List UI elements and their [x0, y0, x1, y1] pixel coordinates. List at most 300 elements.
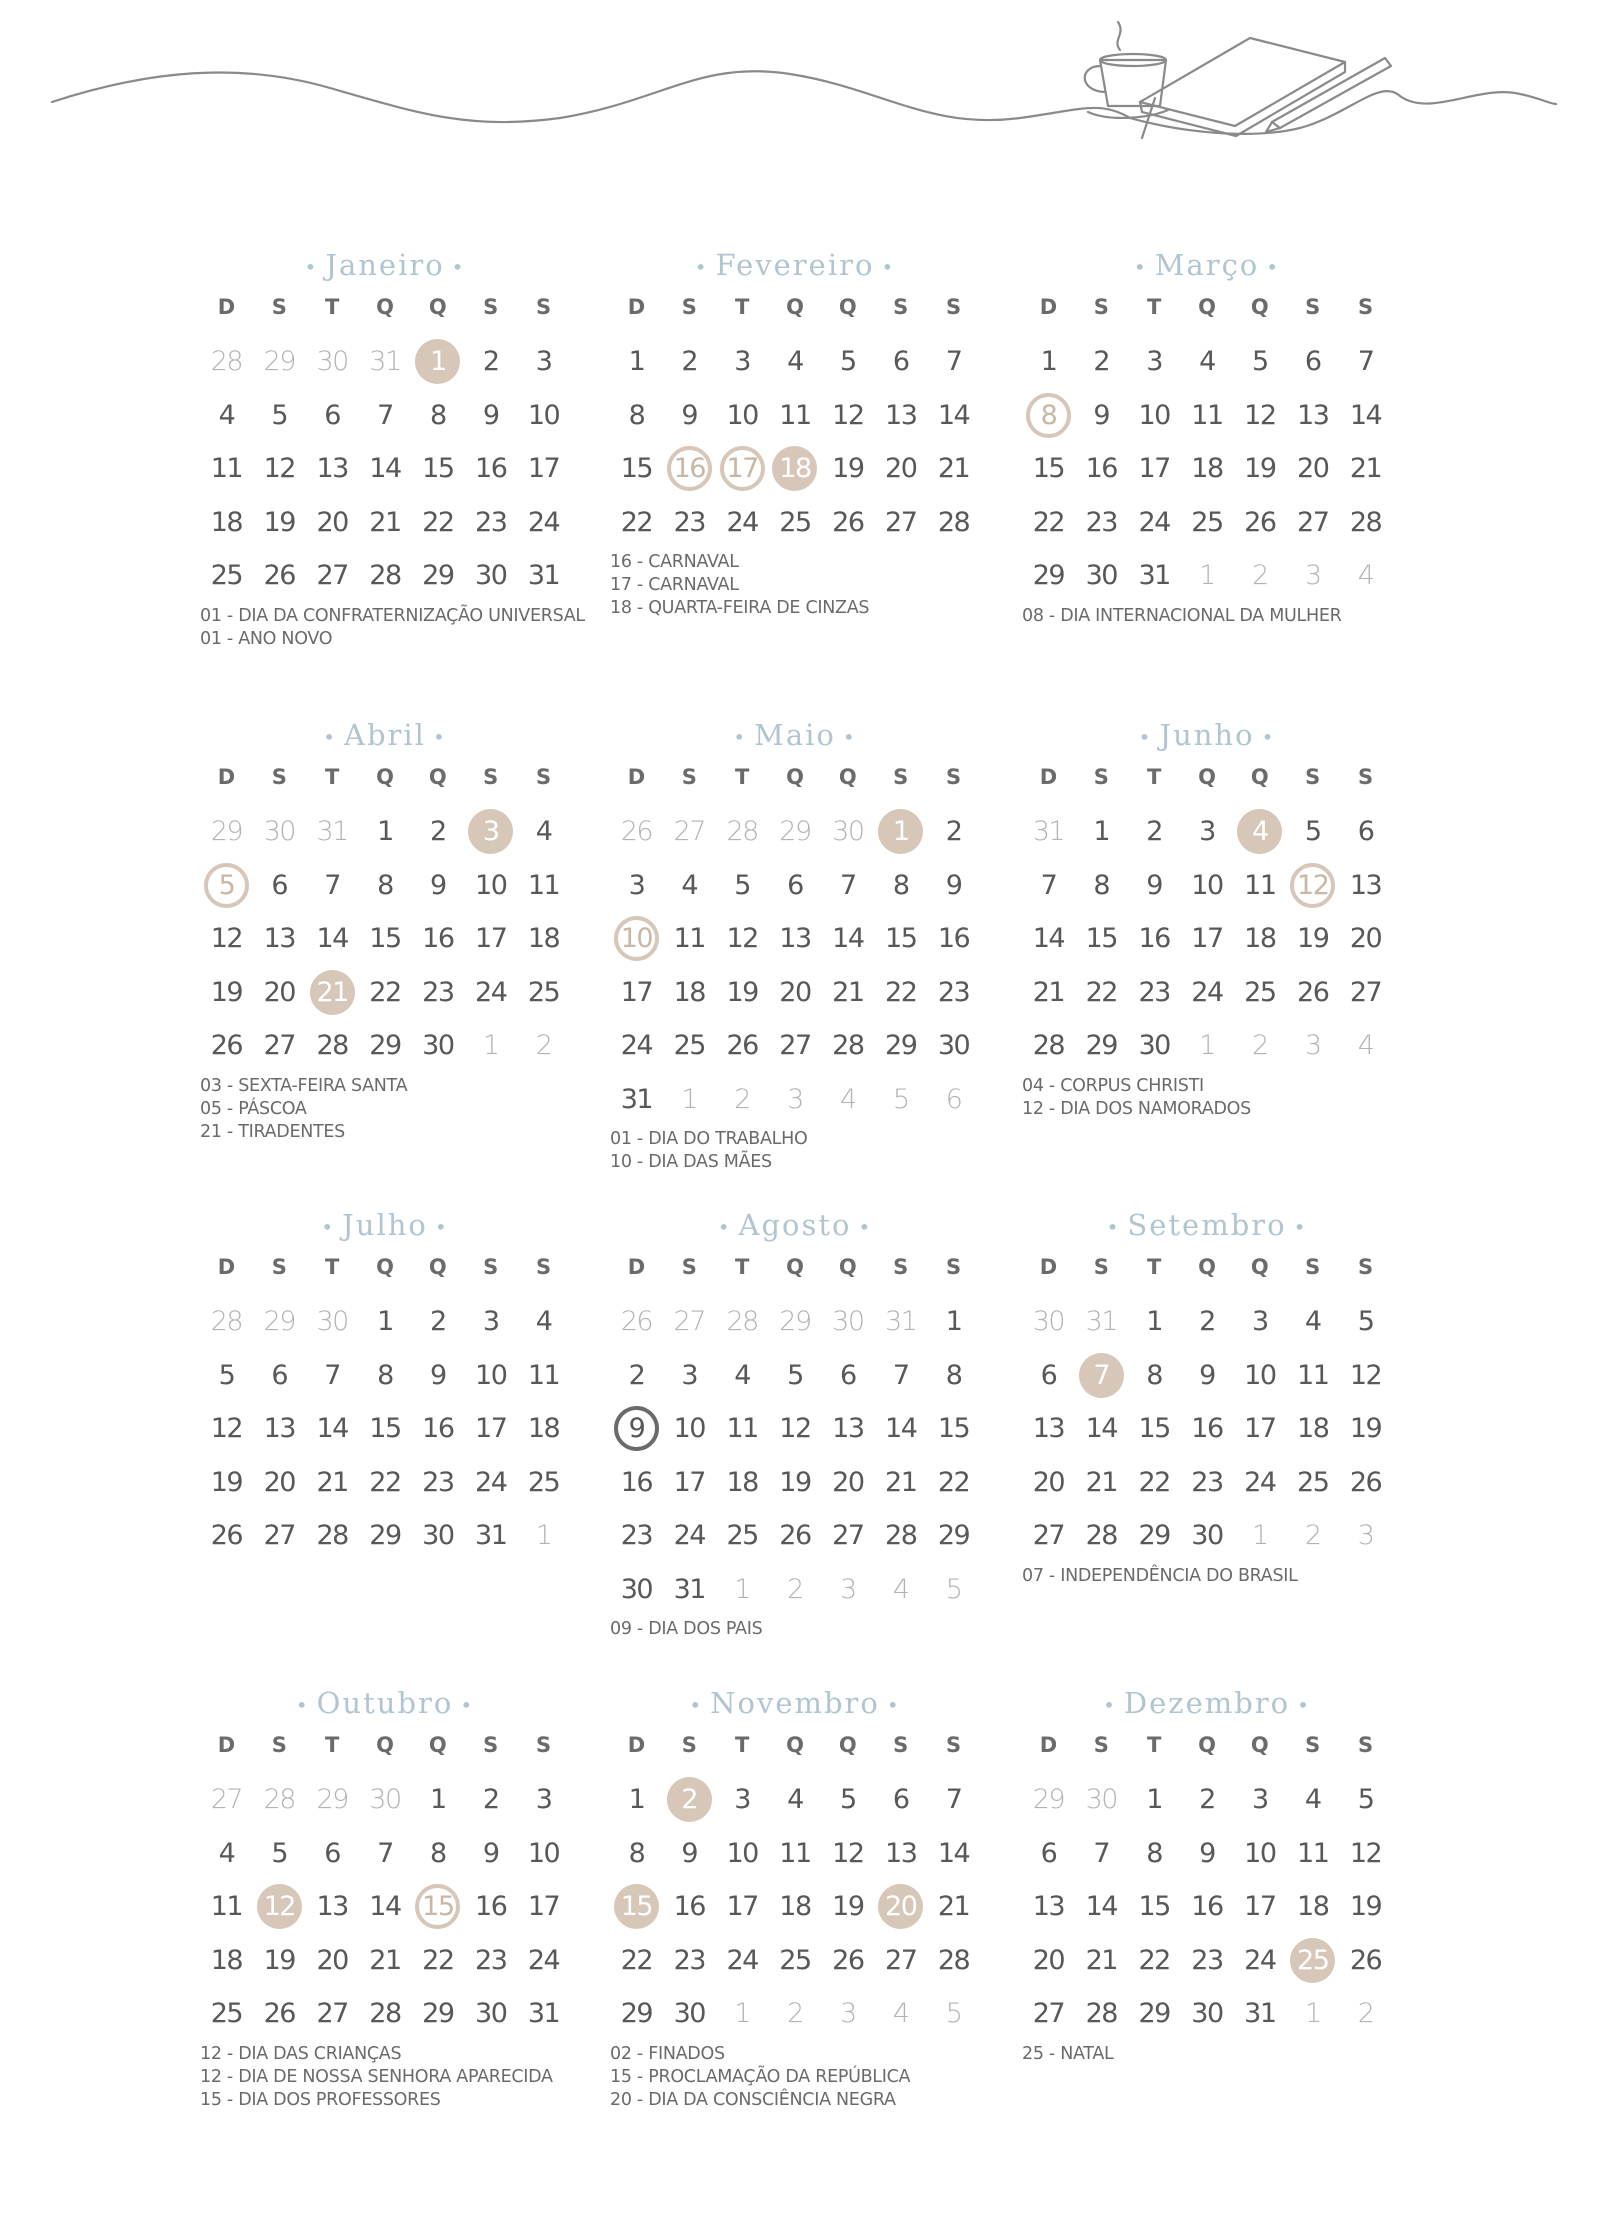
day-cell [610, 1563, 663, 1617]
day-number: 31 [885, 1306, 917, 1338]
day-cell [1128, 859, 1181, 913]
day-cell [716, 1019, 769, 1073]
weekday-header [610, 1725, 980, 1765]
day-number: 23 [1191, 1944, 1223, 1976]
day-number: 28 [937, 1944, 970, 1976]
day-number: 6 [892, 346, 909, 378]
day-number: 3 [535, 346, 552, 378]
day-cell [663, 496, 716, 550]
holiday-notes [610, 2043, 980, 2112]
day-number: 7 [1040, 869, 1057, 901]
holiday-notes [200, 2043, 570, 2112]
holiday-day [610, 1402, 663, 1456]
adjacent-month-day [306, 1773, 359, 1827]
day-number: 30 [475, 560, 507, 592]
day-cell [769, 1456, 822, 1510]
holiday-notes [1022, 1565, 1392, 1588]
day-number: 23 [1191, 1466, 1223, 1498]
day-cell [1233, 912, 1286, 966]
day-number: 17 [1191, 923, 1223, 955]
day-number: 30 [673, 1998, 705, 2030]
month-title [1022, 1683, 1392, 1723]
day-number: 30 [832, 816, 864, 848]
day-number: 30 [316, 1306, 348, 1338]
day-cell [253, 966, 306, 1020]
day-number: 1 [415, 339, 460, 384]
day-cell [1339, 1827, 1392, 1881]
day-cell [1339, 389, 1392, 443]
day-cell [927, 859, 980, 913]
day-number: 26 [620, 1306, 653, 1338]
day-number: 2 [667, 1777, 712, 1822]
month-name: Agosto [738, 1208, 852, 1242]
day-number: 9 [430, 869, 446, 901]
day-number: 25 [1191, 506, 1223, 538]
day-number: 16 [475, 453, 507, 485]
day-cell [1075, 1880, 1128, 1934]
weekday-label: Q [1198, 295, 1216, 319]
day-cell [1075, 1509, 1128, 1563]
day-cell [359, 1349, 412, 1403]
day-cell [821, 389, 874, 443]
day-number: 7 [945, 1784, 962, 1816]
bullet-icon: • [694, 255, 709, 279]
day-cell [821, 1019, 874, 1073]
day-cell [306, 442, 359, 496]
day-cell [769, 1349, 822, 1403]
day-number: 21 [316, 1466, 348, 1498]
day-cell [464, 442, 517, 496]
weekday-label: Q [376, 765, 394, 789]
day-number: 29 [1032, 1784, 1065, 1816]
day-number: 22 [1085, 976, 1117, 1008]
weekday-header [200, 757, 570, 797]
day-number: 6 [840, 1359, 856, 1391]
weekday-header [1022, 287, 1392, 327]
day-number: 31 [1138, 560, 1170, 592]
day-number: 7 [840, 869, 856, 901]
month-block [200, 245, 585, 651]
day-cell [821, 1934, 874, 1988]
bullet-icon: • [295, 1693, 310, 1717]
holiday-day [874, 805, 927, 859]
day-cell [253, 442, 306, 496]
day-number: 11 [1244, 869, 1276, 901]
weekday-label: Q [376, 1733, 394, 1757]
day-number: 8 [945, 1359, 962, 1391]
day-number: 18 [1191, 453, 1223, 485]
day-cell [1181, 859, 1234, 913]
day-number: 2 [1304, 1520, 1321, 1552]
day-number: 21 [310, 970, 355, 1015]
adjacent-month-day [1181, 1019, 1234, 1073]
day-number: 9 [1146, 869, 1162, 901]
day-cell [1233, 1402, 1286, 1456]
month-block [1022, 1683, 1392, 2066]
day-cell [1233, 1349, 1286, 1403]
day-cell [663, 1934, 716, 1988]
weekday-label: S [536, 765, 552, 789]
day-cell [769, 1880, 822, 1934]
day-cell [411, 1456, 464, 1510]
day-cell [821, 859, 874, 913]
day-cell [716, 966, 769, 1020]
day-cell [1128, 805, 1181, 859]
day-cell [1075, 966, 1128, 1020]
weekday-label: S [681, 1733, 697, 1757]
adjacent-month-day [517, 1019, 570, 1073]
weekday-label: D [627, 765, 646, 789]
adjacent-month-day [359, 1773, 412, 1827]
day-cell [1075, 496, 1128, 550]
day-number: 26 [620, 816, 653, 848]
day-number: 3 [1304, 560, 1321, 592]
day-number: 24 [620, 1030, 653, 1062]
weekday-header [610, 287, 980, 327]
weekday-label: S [536, 295, 552, 319]
day-cell [253, 549, 306, 603]
holiday-notes [610, 1618, 980, 1641]
day-cell [464, 1827, 517, 1881]
day-number: 10 [614, 916, 659, 961]
day-number: 29 [885, 1030, 917, 1062]
day-cell [1339, 1934, 1392, 1988]
day-cell [1181, 912, 1234, 966]
day-number: 20 [832, 1466, 864, 1498]
weekday-label: S [681, 765, 697, 789]
day-cell [716, 389, 769, 443]
day-number: 3 [1146, 346, 1162, 378]
holiday-note: 16 - CARNAVAL [610, 552, 739, 572]
day-cell [1128, 1934, 1181, 1988]
month-title [1022, 715, 1392, 755]
day-number: 12 [1290, 863, 1335, 908]
day-number: 22 [937, 1466, 970, 1498]
day-number: 10 [1244, 1359, 1276, 1391]
day-number: 19 [210, 976, 243, 1008]
adjacent-month-day [716, 1563, 769, 1617]
day-cell [1233, 1295, 1286, 1349]
day-cell [1128, 549, 1181, 603]
day-number: 28 [1032, 1030, 1065, 1062]
day-number: 21 [885, 1466, 917, 1498]
day-number: 6 [271, 869, 288, 901]
day-cell [1286, 389, 1339, 443]
day-number: 12 [210, 923, 243, 955]
day-number: 13 [1032, 1891, 1065, 1923]
day-number: 2 [945, 816, 962, 848]
day-cell [359, 1019, 412, 1073]
day-number: 26 [779, 1520, 811, 1552]
day-number: 25 [1297, 1466, 1329, 1498]
day-cell [663, 966, 716, 1020]
day-number: 11 [1297, 1837, 1329, 1869]
day-cell [663, 1402, 716, 1456]
day-cell [1233, 1934, 1286, 1988]
day-number: 4 [892, 1573, 909, 1605]
day-number: 31 [673, 1573, 705, 1605]
weekday-label: T [734, 1255, 750, 1279]
day-cell [200, 1827, 253, 1881]
day-number: 16 [673, 1891, 705, 1923]
day-number: 3 [1252, 1784, 1268, 1816]
day-number: 12 [779, 1413, 811, 1445]
day-number: 26 [832, 1944, 864, 1976]
day-number: 8 [377, 1359, 393, 1391]
day-number: 22 [1032, 506, 1065, 538]
day-cell [874, 1019, 927, 1073]
day-cell [716, 1456, 769, 1510]
day-number: 24 [1244, 1466, 1276, 1498]
day-number: 29 [210, 816, 243, 848]
day-number: 7 [892, 1359, 909, 1391]
day-number: 30 [422, 1520, 454, 1552]
day-cell [411, 442, 464, 496]
holiday-notes [1022, 1075, 1392, 1121]
adjacent-month-day [1233, 1509, 1286, 1563]
day-cell [411, 496, 464, 550]
day-number: 17 [1244, 1891, 1276, 1923]
day-number: 17 [720, 446, 765, 491]
day-number: 13 [1349, 869, 1382, 901]
weekday-label: S [1093, 1255, 1109, 1279]
day-cell [821, 1456, 874, 1510]
day-cell [411, 805, 464, 859]
day-number: 25 [527, 976, 560, 1008]
day-number: 26 [210, 1030, 243, 1062]
month-name: Junho [1159, 718, 1255, 752]
day-cell [1181, 442, 1234, 496]
holiday-note: 01 - DIA DO TRABALHO [610, 1129, 808, 1149]
day-cell [610, 1456, 663, 1510]
day-number: 22 [1138, 1944, 1170, 1976]
day-number: 29 [1138, 1520, 1170, 1552]
day-number: 19 [726, 976, 758, 1008]
day-cell [359, 1934, 412, 1988]
day-number: 27 [1032, 1998, 1065, 2030]
day-cell [1286, 1827, 1339, 1881]
day-cell [1339, 496, 1392, 550]
day-cell [411, 1987, 464, 2041]
adjacent-month-day [610, 1295, 663, 1349]
adjacent-month-day [1022, 1773, 1075, 1827]
day-number: 11 [779, 1837, 811, 1869]
weekday-label: T [734, 765, 750, 789]
day-number: 1 [377, 1306, 393, 1338]
day-number: 23 [475, 506, 507, 538]
day-cell [464, 335, 517, 389]
day-number: 31 [527, 560, 560, 592]
bullet-icon: • [432, 725, 447, 749]
day-cell [517, 389, 570, 443]
day-cell [464, 1402, 517, 1456]
days-grid [610, 805, 980, 1126]
weekday-label: S [1358, 1733, 1374, 1757]
day-cell [1128, 1402, 1181, 1456]
holiday-day [1286, 859, 1339, 913]
month-block [610, 715, 980, 1174]
day-cell [874, 966, 927, 1020]
day-number: 8 [1146, 1359, 1162, 1391]
day-number: 3 [787, 1083, 803, 1115]
day-number: 27 [885, 1944, 917, 1976]
day-cell [1233, 496, 1286, 550]
day-number: 13 [885, 1837, 917, 1869]
day-cell [821, 1773, 874, 1827]
weekday-label: Q [838, 295, 857, 319]
day-number: 12 [210, 1413, 243, 1445]
day-number: 30 [832, 1306, 864, 1338]
day-number: 2 [482, 1784, 499, 1816]
day-cell [1128, 442, 1181, 496]
day-cell [464, 1295, 517, 1349]
adjacent-month-day [200, 1773, 253, 1827]
day-cell [1233, 1456, 1286, 1510]
day-cell [1181, 389, 1234, 443]
day-number: 21 [1085, 1944, 1117, 1976]
adjacent-month-day [1339, 1987, 1392, 2041]
day-number: 16 [422, 1413, 454, 1445]
day-cell [927, 335, 980, 389]
day-cell [716, 1880, 769, 1934]
day-number: 6 [892, 1784, 909, 1816]
day-cell [1181, 1934, 1234, 1988]
day-number: 26 [1349, 1466, 1382, 1498]
day-number: 1 [1146, 1784, 1162, 1816]
day-number: 8 [430, 1837, 446, 1869]
day-number: 26 [263, 1998, 295, 2030]
day-number: 5 [271, 1837, 288, 1869]
day-cell [517, 1987, 570, 2041]
day-cell [821, 912, 874, 966]
weekday-label: S [271, 1255, 287, 1279]
day-number: 24 [1244, 1944, 1276, 1976]
month-title [1022, 245, 1392, 285]
day-number: 15 [369, 1413, 401, 1445]
day-number: 22 [369, 976, 401, 1008]
day-cell [359, 442, 412, 496]
day-cell [411, 1349, 464, 1403]
day-cell [359, 966, 412, 1020]
day-cell [1075, 335, 1128, 389]
day-number: 5 [787, 1359, 803, 1391]
day-cell [1339, 859, 1392, 913]
day-cell [1075, 1827, 1128, 1881]
day-number: 18 [1297, 1413, 1329, 1445]
day-cell [821, 1827, 874, 1881]
adjacent-month-day [821, 1987, 874, 2041]
day-number: 11 [210, 453, 243, 485]
day-number: 17 [527, 1891, 560, 1923]
holiday-day [411, 1880, 464, 1934]
day-number: 11 [779, 399, 811, 431]
bullet-icon: • [1297, 1693, 1311, 1717]
day-cell [359, 1402, 412, 1456]
day-cell [1128, 1019, 1181, 1073]
day-number: 15 [422, 453, 454, 485]
holiday-note: 20 - DIA DA CONSCIÊNCIA NEGRA [610, 2089, 896, 2110]
weekday-label: D [1039, 1255, 1058, 1279]
day-cell [517, 912, 570, 966]
day-cell [1181, 1880, 1234, 1934]
weekday-header [200, 1725, 570, 1765]
day-cell [716, 1402, 769, 1456]
day-cell [821, 966, 874, 1020]
day-cell [200, 1456, 253, 1510]
day-number: 23 [422, 1466, 454, 1498]
day-cell [517, 1402, 570, 1456]
day-number: 7 [945, 346, 962, 378]
day-number: 27 [673, 1306, 705, 1338]
day-cell [464, 1509, 517, 1563]
day-cell [1286, 805, 1339, 859]
day-number: 24 [475, 976, 507, 1008]
day-number: 13 [263, 923, 295, 955]
bullet-icon: • [1266, 255, 1281, 279]
weekday-label: Q [1198, 1255, 1216, 1279]
holiday-day [610, 1880, 663, 1934]
adjacent-month-day [716, 1073, 769, 1127]
day-number: 29 [937, 1520, 970, 1552]
day-number: 25 [527, 1466, 560, 1498]
day-number: 28 [210, 1306, 243, 1338]
day-number: 2 [1357, 1998, 1374, 2030]
day-number: 26 [1349, 1944, 1382, 1976]
day-cell [517, 805, 570, 859]
day-number: 29 [1138, 1998, 1170, 2030]
day-number: 31 [475, 1520, 507, 1552]
weekday-label: T [1146, 1255, 1162, 1279]
day-cell [464, 859, 517, 913]
adjacent-month-day [769, 1073, 822, 1127]
day-number: 5 [271, 399, 288, 431]
weekday-label: T [734, 1733, 750, 1757]
day-cell [1075, 549, 1128, 603]
day-cell [769, 1509, 822, 1563]
day-cell [1128, 1880, 1181, 1934]
day-cell [1075, 389, 1128, 443]
day-number: 12 [726, 923, 758, 955]
day-number: 29 [779, 1306, 811, 1338]
day-cell [1075, 859, 1128, 913]
day-cell [359, 549, 412, 603]
day-number: 30 [620, 1573, 653, 1605]
bullet-icon: • [1293, 1215, 1308, 1239]
month-name: Outubro [316, 1686, 454, 1720]
day-number: 2 [1199, 1306, 1215, 1338]
day-number: 3 [1304, 1030, 1321, 1062]
day-cell [306, 1880, 359, 1934]
day-cell [306, 549, 359, 603]
day-number: 14 [1085, 1891, 1117, 1923]
day-number: 7 [1093, 1837, 1110, 1869]
day-number: 25 [1244, 976, 1276, 1008]
day-number: 28 [1349, 506, 1382, 538]
day-number: 17 [1138, 453, 1170, 485]
day-number: 27 [316, 1998, 348, 2030]
day-number: 9 [482, 1837, 499, 1869]
holiday-day [411, 335, 464, 389]
day-number: 28 [263, 1784, 295, 1816]
day-number: 1 [1093, 816, 1110, 848]
day-cell [1233, 389, 1286, 443]
day-number: 3 [1252, 1306, 1268, 1338]
day-cell [253, 1019, 306, 1073]
day-number: 21 [1349, 453, 1382, 485]
day-number: 5 [1252, 346, 1268, 378]
day-number: 1 [1199, 1030, 1215, 1062]
days-grid [1022, 1295, 1392, 1563]
